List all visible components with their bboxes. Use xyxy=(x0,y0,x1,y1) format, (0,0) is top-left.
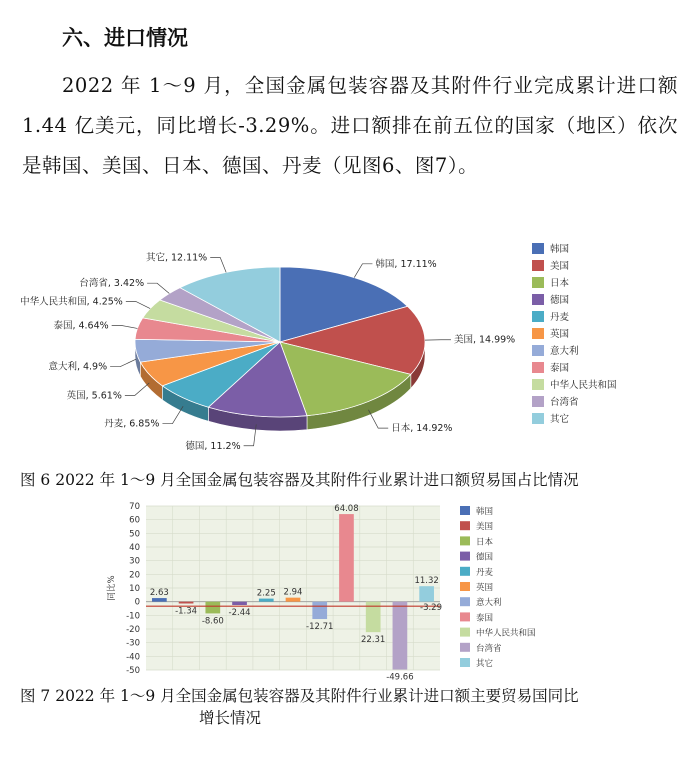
bar-德国 xyxy=(232,602,247,605)
bar-ytick-label: -20 xyxy=(126,625,140,635)
bar-value-label: -49.66 xyxy=(386,672,414,683)
bar-legend-swatch xyxy=(460,628,470,637)
bar-ytick-label: 0 xyxy=(134,597,140,608)
bar-value-label: 2.94 xyxy=(283,587,303,598)
bar-泰国 xyxy=(339,514,354,602)
bar-value-label: -2.44 xyxy=(228,608,251,619)
pie-label-意大利: 意大利, 4.9% xyxy=(48,361,108,373)
pie-leader-line xyxy=(110,359,136,366)
pie-label-英国: 英国, 5.61% xyxy=(66,390,122,402)
pie-label-台湾省: 台湾省, 3.42% xyxy=(79,278,145,290)
bar-legend-swatch xyxy=(460,567,470,576)
bar-legend-item: 韩国 xyxy=(476,507,494,517)
bar-legend-swatch xyxy=(460,506,470,515)
bar-value-label: 64.08 xyxy=(334,504,359,515)
bar-legend-swatch xyxy=(460,521,470,530)
bar-ytick-label: 70 xyxy=(129,502,140,512)
pie-legend-swatch xyxy=(532,311,544,322)
bar-ytick-label: -50 xyxy=(126,666,140,676)
bar-legend-item: 其它 xyxy=(476,659,494,669)
pie-top xyxy=(135,267,425,417)
pie-label-泰国: 泰国, 4.64% xyxy=(53,320,109,332)
pie-legend-item: 日本 xyxy=(550,278,570,289)
bar-legend-item: 英国 xyxy=(476,583,494,593)
pie-legend-swatch xyxy=(532,260,544,271)
figure7-bar-chart xyxy=(100,500,610,682)
bar-ytick-label: -10 xyxy=(126,611,140,622)
bar-丹麦 xyxy=(259,599,274,602)
bar-legend-swatch xyxy=(460,597,470,606)
bar-ytick-label: 50 xyxy=(129,529,140,540)
pie-legend-swatch xyxy=(532,243,544,254)
figure6-pie-chart xyxy=(20,232,640,460)
bar-英国 xyxy=(286,598,301,602)
pie-leader-line xyxy=(147,283,169,293)
pie-legend-item: 德国 xyxy=(550,295,570,306)
pie-legend-item: 其它 xyxy=(550,414,570,425)
bar-legend-item: 意大利 xyxy=(476,598,502,609)
bar-韩国 xyxy=(152,598,167,602)
bar-ytick-label: 20 xyxy=(129,570,140,581)
pie-legend-swatch xyxy=(532,345,544,356)
pie-leader-line xyxy=(354,264,372,278)
pie-legend-item: 泰国 xyxy=(550,363,570,374)
bar-legend xyxy=(460,506,536,669)
bar-其它 xyxy=(419,586,434,601)
pie-label-中华人民共和国: 中华人民共和国, 4.25% xyxy=(20,296,123,308)
pie-legend-swatch xyxy=(532,379,544,390)
bar-value-label: 2.63 xyxy=(149,588,169,599)
bar-legend-item: 德国 xyxy=(476,552,494,563)
pie-legend-swatch xyxy=(532,362,544,373)
pie-label-美国: 美国, 14.99% xyxy=(453,334,516,346)
figure7-caption xyxy=(20,685,684,729)
pie-legend-swatch xyxy=(532,277,544,288)
bar-ytick-label: 40 xyxy=(129,543,140,553)
bar-legend-item: 丹麦 xyxy=(476,567,494,578)
pie-legend-item: 丹麦 xyxy=(550,312,570,323)
bar-意大利 xyxy=(312,602,327,619)
bar-ytick-label: -40 xyxy=(126,652,140,663)
pie-label-日本: 日本, 14.92% xyxy=(391,423,453,435)
bar-legend-item: 泰国 xyxy=(476,613,494,624)
bar-ylabel: 同比% xyxy=(107,575,117,601)
body-paragraph: 2022 年 1～9 月，全国金属包装容器及其附件行业完成累计进口额 1.44 亿美元，同比增长-3.29%。进口额排在前五位的国家（地区）依次是韩国、美国、日本、德国、丹麦（见图6、图7）。 xyxy=(22,74,678,177)
bar-value-label: -1.34 xyxy=(175,606,198,617)
pie-label-德国: 德国, 11.2% xyxy=(185,440,241,452)
pie-legend-item: 美国 xyxy=(550,261,570,272)
bar-legend-item: 中华人民共和国 xyxy=(476,628,536,639)
pie-legend-swatch xyxy=(532,328,544,339)
pie-legend-item: 中华人民共和国 xyxy=(550,380,617,391)
pie-label-丹麦: 丹麦, 6.85% xyxy=(104,418,160,430)
pie-legend-item: 英国 xyxy=(550,329,570,340)
bar-legend-swatch xyxy=(460,658,470,667)
bar-value-label: 11.32 xyxy=(414,576,439,587)
bar-reference-label: -3.29 xyxy=(420,603,442,614)
pie-legend-item: 韩国 xyxy=(550,244,570,255)
bar-ytick-label: 60 xyxy=(129,515,140,526)
bar-legend-swatch xyxy=(460,536,470,545)
bar-value-label: -8.60 xyxy=(201,616,224,627)
pie-leader-line xyxy=(125,383,149,396)
pie-legend xyxy=(532,243,617,425)
figure7-caption-line1: 图 7 2022 年 1～9 月全国金属包装容器及其附件行业累计进口额主要贸易国同比 xyxy=(20,687,579,705)
pie-legend-item: 意大利 xyxy=(550,346,579,357)
bar-ytick-label: -30 xyxy=(126,638,140,649)
bar-value-label: 22.31 xyxy=(361,635,386,646)
pie-label-其它: 其它, 12.11% xyxy=(145,252,208,264)
pie-legend-swatch xyxy=(532,396,544,407)
bar-legend-item: 美国 xyxy=(476,522,494,533)
bar-value-label: 2.25 xyxy=(256,588,276,599)
bar-ytick-label: 10 xyxy=(129,584,140,594)
figure7-caption-line2: 增长情况 xyxy=(198,709,261,727)
bar-美国 xyxy=(179,602,194,604)
bar-legend-swatch xyxy=(460,643,470,652)
bar-legend-item: 台湾省 xyxy=(476,643,502,654)
pie-label-韩国: 韩国, 17.11% xyxy=(375,258,437,270)
section-heading: 六、进口情况 xyxy=(62,26,188,50)
bar-legend-swatch xyxy=(460,582,470,591)
bar-台湾省 xyxy=(393,602,408,670)
bar-legend-swatch xyxy=(460,552,470,561)
pie-legend-swatch xyxy=(532,413,544,424)
bar-value-label: -12.71 xyxy=(306,622,334,633)
pie-legend-swatch xyxy=(532,294,544,305)
pie-leader-line xyxy=(112,326,138,329)
pie-leader-line xyxy=(210,258,226,273)
pie-legend-item: 台湾省 xyxy=(550,397,579,408)
bar-legend-swatch xyxy=(460,612,470,621)
bar-ytick-label: 30 xyxy=(129,556,140,567)
bar-legend-item: 日本 xyxy=(476,537,494,548)
bar-日本 xyxy=(205,602,220,614)
figure6-caption: 图 6 2022 年 1～9 月全国金属包装容器及其附件行业累计进口额贸易国占比情况 xyxy=(20,471,579,489)
pie-leader-line xyxy=(126,301,150,308)
